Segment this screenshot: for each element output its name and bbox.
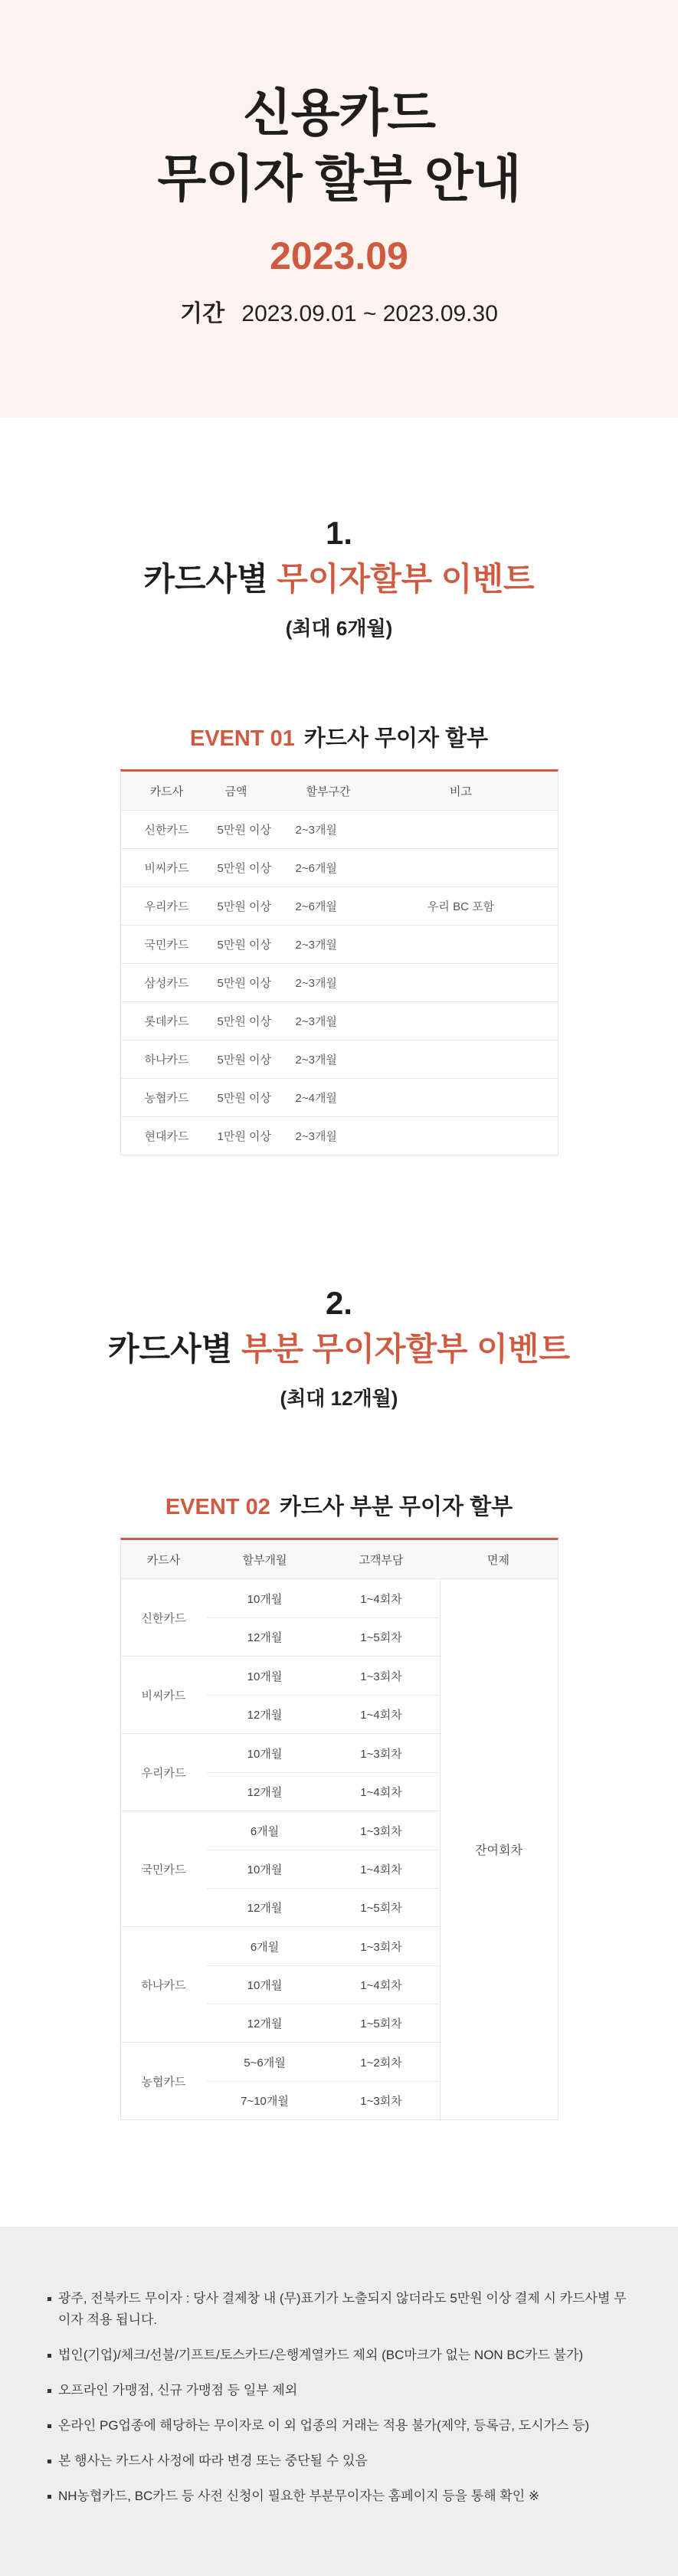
table-cell: 우리 BC 포함 — [427, 900, 495, 913]
card-group — [121, 1656, 440, 1733]
table-row — [121, 1040, 558, 1078]
table-cell: 롯데카드 — [144, 1015, 189, 1028]
table-cell: 5만원 이상 — [217, 939, 271, 952]
months-cell: 10개월 — [247, 1670, 283, 1683]
notice-box — [0, 2227, 678, 2576]
section-subtitle: (최대 12개월) — [280, 1387, 398, 1410]
months-cell: 10개월 — [247, 1747, 283, 1761]
table-body — [121, 1578, 558, 2119]
table-cell: 5만원 이상 — [217, 824, 271, 837]
card-group — [121, 1926, 440, 2042]
notice-item: 광주, 전북카드 무이자 : 당사 결제창 내 (무)표기가 노출되지 않더라도 5만원 이상 결제 시 카드사별 무이자 적용 됩니다. — [47, 2288, 632, 2331]
section-event-01 — [0, 418, 678, 1155]
card-name: 신한카드 — [141, 1611, 186, 1625]
customer-charge-cell: 1~3회차 — [360, 1940, 402, 1954]
table-cell: 2~3개월 — [295, 977, 337, 990]
table-row — [121, 887, 558, 925]
customer-charge-cell: 1~5회차 — [360, 1902, 402, 1915]
months-cell: 10개월 — [247, 1863, 283, 1876]
hero-title-line1: 신용카드 — [242, 84, 436, 141]
section-title-plain: 카드사별 — [143, 561, 277, 597]
event-title: 카드사 부분 무이자 할부 — [279, 1495, 513, 1519]
table-cell: 비씨카드 — [144, 862, 189, 875]
notice-item: 법인(기업)/체크/선불/기프트/토스카드/은행계열카드 제외 (BC마크가 없는 NON BC카드 불가) — [47, 2345, 632, 2366]
customer-charge-cell: 1~4회차 — [360, 1592, 402, 1606]
notice-item: 온라인 PG업종에 해당하는 무이자로 이 외 업종의 거래는 적용 불가(제약, 등록금, 도시가스 등) — [47, 2415, 632, 2437]
customer-charge-cell: 1~2회차 — [360, 2056, 402, 2070]
table-cell: 2~6개월 — [295, 900, 337, 913]
table-cell: 신한카드 — [144, 824, 189, 837]
card-group — [121, 2042, 440, 2119]
section-subtitle: (최대 6개월) — [285, 617, 393, 640]
card-name: 국민카드 — [141, 1863, 186, 1876]
section-title — [0, 556, 678, 602]
table-row — [207, 2004, 440, 2042]
table-cell: 하나카드 — [144, 1054, 189, 1067]
notice-item: 본 행사는 카드사 사정에 따라 변경 또는 중단될 수 있음 — [47, 2450, 632, 2472]
table-cell: 5만원 이상 — [217, 1092, 271, 1105]
card-group — [121, 1579, 440, 1656]
column-header: 고객부담 — [359, 1553, 404, 1567]
table-cell: 5만원 이상 — [217, 1054, 271, 1067]
table-row — [207, 2043, 440, 2081]
event-heading — [0, 1492, 678, 1522]
table-row — [207, 1772, 440, 1811]
table-row — [207, 1734, 440, 1772]
table-cell: 2~6개월 — [295, 862, 337, 875]
card-name: 하나카드 — [141, 1978, 186, 1992]
customer-charge-cell: 1~4회차 — [360, 1786, 402, 1799]
exemption-cell: 잔여회차 — [440, 1579, 558, 2119]
table-cell: 2~3개월 — [295, 1130, 337, 1143]
hero-period — [0, 299, 678, 329]
table-cell: 2~3개월 — [295, 1054, 337, 1067]
months-cell: 7~10개월 — [241, 2095, 289, 2108]
customer-charge-cell: 1~5회차 — [360, 2017, 402, 2030]
table-row — [121, 1116, 558, 1155]
table-row — [121, 1078, 558, 1116]
section-title-plain: 카드사별 — [107, 1331, 241, 1367]
table-cell: 농협카드 — [144, 1092, 189, 1105]
customer-charge-cell: 1~4회차 — [360, 1709, 402, 1722]
hero-title — [0, 80, 678, 211]
section-title — [0, 1326, 678, 1372]
card-name: 비씨카드 — [141, 1689, 186, 1703]
section-number: 1. — [325, 515, 353, 551]
months-cell: 6개월 — [250, 1940, 280, 1954]
hero-banner — [0, 0, 678, 418]
customer-charge-cell: 1~4회차 — [360, 1979, 402, 1992]
table-cell: 5만원 이상 — [217, 900, 271, 913]
table-cell: 5만원 이상 — [217, 977, 271, 990]
table-row — [121, 848, 558, 887]
notice-list — [47, 2288, 632, 2507]
table-cell: 국민카드 — [144, 939, 189, 952]
notice-item: 오프라인 가맹점, 신규 가맹점 등 일부 제외 — [47, 2380, 632, 2401]
table-cell: 2~3개월 — [295, 939, 337, 952]
column-header: 금액 — [224, 785, 247, 798]
months-cell: 12개월 — [247, 1786, 283, 1799]
table-row — [207, 1811, 440, 1850]
table-row — [207, 1617, 440, 1656]
customer-charge-cell: 1~3회차 — [360, 1747, 402, 1761]
customer-charge-cell: 1~3회차 — [360, 1824, 402, 1838]
months-cell: 10개월 — [247, 1979, 283, 1992]
column-header: 할부개월 — [242, 1553, 287, 1567]
customer-charge-cell: 1~5회차 — [360, 1631, 402, 1644]
hero-date: 2023.09 — [270, 234, 408, 277]
table-cell: 현대카드 — [144, 1130, 189, 1143]
event-heading — [0, 723, 678, 754]
table-cell: 삼성카드 — [144, 977, 189, 990]
table-row — [121, 810, 558, 848]
table-cell: 2~4개월 — [295, 1092, 337, 1105]
column-header: 할부구간 — [306, 785, 351, 798]
table-row — [207, 1850, 440, 1888]
section-title-highlight: 부분 무이자할부 이벤트 — [241, 1331, 571, 1367]
column-header: 비고 — [450, 785, 472, 798]
months-cell: 12개월 — [247, 2017, 283, 2030]
event-tag: EVENT 01 — [189, 726, 295, 751]
table-cell: 2~3개월 — [295, 1015, 337, 1028]
table-row — [121, 1001, 558, 1040]
customer-charge-cell: 1~4회차 — [360, 1863, 402, 1876]
table-row — [121, 963, 558, 1001]
customer-charge-cell: 1~3회차 — [360, 1670, 402, 1683]
table-row — [207, 1657, 440, 1695]
table-cell: 5만원 이상 — [217, 1015, 271, 1028]
column-header: 면제 — [487, 1553, 509, 1567]
table-header-row — [121, 1540, 558, 1578]
table-row — [207, 1927, 440, 1965]
table-cell: 5만원 이상 — [217, 862, 271, 875]
table-row — [207, 1579, 440, 1617]
table-row — [207, 1888, 440, 1926]
table-cell: 1만원 이상 — [217, 1130, 271, 1143]
customer-charge-cell: 1~3회차 — [360, 2095, 402, 2108]
table-row — [207, 2081, 440, 2119]
months-cell: 5~6개월 — [244, 2056, 286, 2070]
months-cell: 10개월 — [247, 1592, 283, 1606]
notice-item: NH농협카드, BC카드 등 사전 신청이 필요한 부분무이자는 홈페이지 등을 통해 확인 ※ — [47, 2486, 632, 2507]
table-row — [207, 1965, 440, 2004]
period-label: 기간 — [180, 301, 225, 326]
card-group — [121, 1733, 440, 1811]
table-row — [207, 1695, 440, 1733]
column-header: 카드사 — [149, 785, 184, 798]
table-header-row — [121, 772, 558, 810]
section-title-highlight: 무이자할부 이벤트 — [277, 561, 535, 597]
installment-table — [120, 769, 558, 1155]
table-row — [121, 925, 558, 963]
months-cell: 12개월 — [247, 1631, 283, 1644]
column-header: 카드사 — [146, 1553, 181, 1567]
period-value: 2023.09.01 ~ 2023.09.30 — [241, 301, 498, 326]
months-cell: 6개월 — [250, 1824, 280, 1838]
partial-installment-table — [120, 1538, 558, 2120]
event-title: 카드사 무이자 할부 — [303, 726, 489, 751]
card-group — [121, 1811, 440, 1926]
section-event-02 — [0, 1282, 678, 2120]
hero-title-line2: 무이자 할부 안내 — [157, 150, 521, 207]
table-cell: 2~3개월 — [295, 824, 337, 837]
table-cell: 우리카드 — [144, 900, 189, 913]
card-name: 농협카드 — [141, 2075, 186, 2089]
section-number: 2. — [325, 1285, 353, 1321]
event-tag: EVENT 02 — [165, 1495, 270, 1519]
months-cell: 12개월 — [247, 1902, 283, 1915]
months-cell: 12개월 — [247, 1709, 283, 1722]
card-name: 우리카드 — [141, 1766, 186, 1780]
